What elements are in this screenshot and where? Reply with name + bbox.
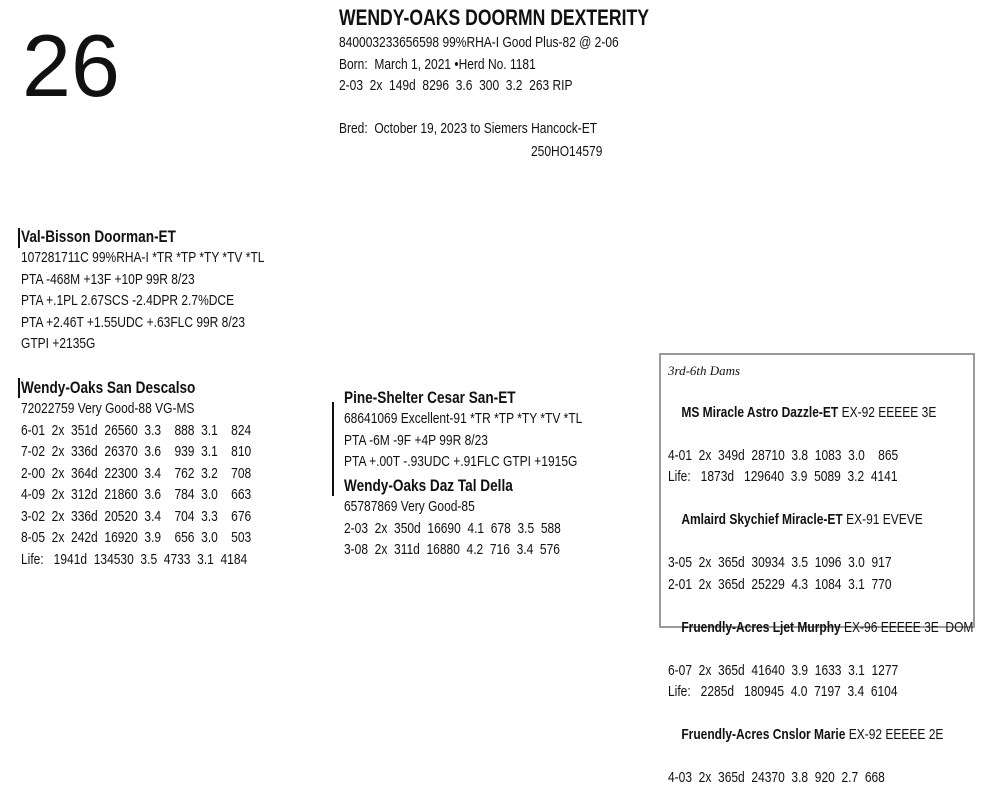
dam-record: 3-02 2x 336d 20520 3.4 704 3.3 676 xyxy=(21,507,252,525)
ancestor-dam-name: Fruendly-Acres Cnslor Marie xyxy=(681,726,846,743)
ancestor-dam-row xyxy=(668,380,973,445)
ancestor-dam-class: EX-96 EEEEE 3E DOM xyxy=(840,618,974,636)
dam-record: 4-09 2x 312d 21860 3.6 784 3.0 663 xyxy=(21,486,252,503)
ancestor-dam-class: EX-91 EVEVE xyxy=(842,511,923,528)
animal-born-line: Born: March 1, 2021 •Herd No. 1181 xyxy=(339,55,536,73)
sire-line: GTPI +2135G xyxy=(21,335,96,352)
granddam-block xyxy=(344,475,615,561)
dam-name: Wendy-Oaks San Descalso xyxy=(21,378,196,397)
ancestor-dam-record: Life: 1873d 129640 3.9 5089 3.2 4141 xyxy=(668,468,898,485)
bred-info xyxy=(339,118,662,140)
sire-name: Val-Bisson Doorman-ET xyxy=(21,227,176,246)
sire-line: 107281711C 99%RHA-I *TR *TP *TY *TV *TL xyxy=(21,249,265,266)
sire-bracket xyxy=(18,228,20,248)
granddam-record: 2-03 2x 350d 16690 4.1 678 3.5 588 xyxy=(344,519,561,537)
granddam-classification: 65787869 Very Good-85 xyxy=(344,498,475,515)
granddam-record: 3-08 2x 311d 16880 4.2 716 3.4 576 xyxy=(344,541,560,558)
mgs-bracket xyxy=(332,402,334,482)
ancestor-dam-record: 4-03 2x 365d 24370 3.8 920 2.7 668 xyxy=(668,769,885,786)
dam-classification: 72022759 Very Good-88 VG-MS xyxy=(21,400,195,417)
ancestor-dam-row xyxy=(668,488,973,553)
sire-line: PTA -468M +13F +10P 99R 8/23 xyxy=(21,270,195,288)
animal-name: WENDY-OAKS DOORMN DEXTERITY xyxy=(339,5,649,30)
ancestor-dam-name: MS Miracle Astro Dazzle-ET xyxy=(681,403,839,421)
dam-record: 7-02 2x 336d 26370 3.6 939 3.1 810 xyxy=(21,443,252,460)
ancestor-dam-record: 2-01 2x 365d 25229 4.3 1084 3.1 770 xyxy=(668,575,892,593)
dam-lifetime-record: Life: 1941d 134530 3.5 4733 3.1 4184 xyxy=(21,550,248,568)
animal-header xyxy=(339,6,726,30)
lot-number: 26 xyxy=(22,16,120,115)
mgs-line: PTA -6M -9F +4P 99R 8/23 xyxy=(344,431,488,449)
ancestor-dam-record: Life: 2285d 180945 4.0 7197 3.4 6104 xyxy=(668,683,898,700)
dam-bracket xyxy=(18,378,20,398)
ancestor-dam-record: 6-07 2x 365d 41640 3.9 1633 3.1 1277 xyxy=(668,661,899,679)
mgs-block xyxy=(344,387,642,473)
mgs-name: Pine-Shelter Cesar San-ET xyxy=(344,388,516,407)
mgs-line: 68641069 Excellent-91 *TR *TP *TY *TV *TL xyxy=(344,410,583,427)
animal-details xyxy=(339,32,689,97)
granddam-bracket xyxy=(332,478,334,496)
dam-record: 6-01 2x 351d 26560 3.3 888 3.1 824 xyxy=(21,421,252,439)
ancestor-dam-record: 4-01 2x 349d 28710 3.8 1083 3.0 865 xyxy=(668,446,899,464)
sire-line: PTA +.1PL 2.67SCS -2.4DPR 2.7%DCE xyxy=(21,292,235,309)
dam-record: 8-05 2x 242d 16920 3.9 656 3.0 503 xyxy=(21,529,252,546)
sire-block xyxy=(21,226,325,355)
bred-line: Bred: October 19, 2023 to Siemers Hancock-ET xyxy=(339,120,598,137)
animal-record-line: 2-03 2x 149d 8296 3.6 300 3.2 263 RIP xyxy=(339,77,573,94)
dam-record: 2-00 2x 364d 22300 3.4 762 3.2 708 xyxy=(21,464,252,482)
ancestor-dam-class: EX-92 EEEEE 3E xyxy=(838,403,937,421)
ancestor-dam-record: 3-05 2x 365d 30934 3.5 1096 3.0 917 xyxy=(668,554,892,571)
ancestor-dam-row xyxy=(668,595,973,660)
dams-box-content xyxy=(668,363,1000,789)
dam-block xyxy=(21,377,309,570)
sire-line: PTA +2.46T +1.55UDC +.63FLC 99R 8/23 xyxy=(21,313,246,331)
ancestor-dam-class: EX-92 EEEEE 2E xyxy=(845,726,944,743)
animal-id-line: 840003233656598 99%RHA-I Good Plus-82 @ 2-06 xyxy=(339,34,619,51)
dams-box-heading: 3rd-6th Dams xyxy=(668,363,741,378)
granddam-name: Wendy-Oaks Daz Tal Della xyxy=(344,476,513,495)
ancestor-dam-name: Fruendly-Acres Ljet Murphy xyxy=(681,618,841,636)
ancestor-dam-row xyxy=(668,703,973,768)
mgs-line: PTA +.00T -.93UDC +.91FLC GTPI +1915G xyxy=(344,453,578,470)
bred-service-id xyxy=(531,141,620,163)
ancestor-dam-name: Amlaird Skychief Miracle-ET xyxy=(681,511,843,528)
bred-id: 250HO14579 xyxy=(531,143,603,160)
